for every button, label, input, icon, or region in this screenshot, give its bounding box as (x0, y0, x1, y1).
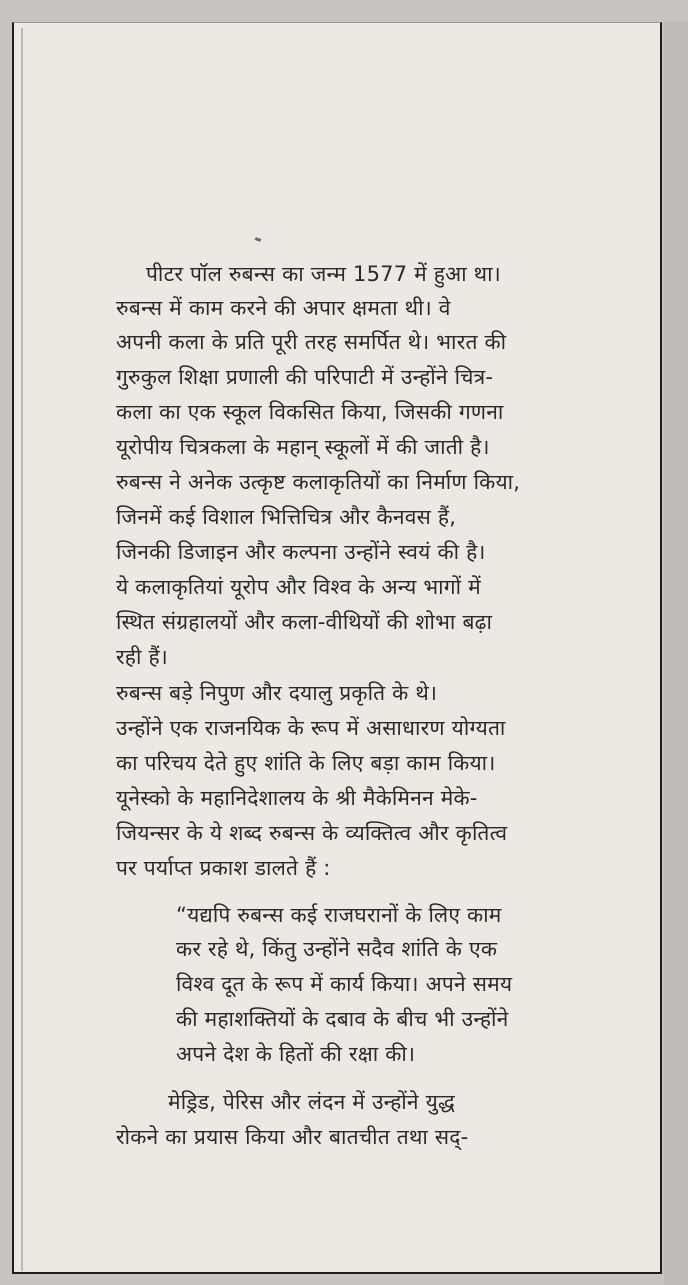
quote-line: की महाशक्तियों के दबाव के बीच भी उन्होंने (176, 1007, 509, 1031)
page-fold-line (21, 28, 23, 1271)
quote-line: अपने देश के हितों की रक्षा की। (176, 1042, 416, 1066)
text-line: जिनकी डिजाइन और कल्पना उन्होंने स्वयं की है। (116, 540, 486, 564)
quote-line: विश्व दूत के रूप में कार्य किया। अपने समय (176, 972, 513, 996)
text-line: जियन्सर के ये शब्द रुबन्स के व्यक्तित्व और कृतित्व (116, 821, 508, 845)
text-line: यूनेस्को के महानिदेशालय के श्री मैकेमिनन मेके- (116, 786, 478, 810)
quote-line: कर रहे थे, किंतु उन्होंने सदैव शांति के एक (176, 937, 498, 961)
text-line: कला का एक स्कूल विकसित किया, जिसकी गणना (116, 400, 504, 424)
text-line: रुबन्स ने अनेक उत्कृष्ट कलाकृतियों का निर्माण किया, (116, 470, 521, 494)
text-line: रुबन्स में काम करने की अपार क्षमता थी। वे (116, 296, 451, 320)
text-line: रही हैं। (116, 645, 168, 669)
scan-edge-shadow (664, 22, 688, 1285)
text-line: स्थित संग्रहालयों और कला-वीथियों की शोभा बढ़ा (116, 610, 493, 634)
text-line: मेड्रिड, पेरिस और लंदन में उन्होंने युद्ध (168, 1090, 456, 1114)
text-line: गुरुकुल शिक्षा प्रणाली की परिपाटी में उन्होंने चित्र- (116, 365, 494, 389)
text-line: अपनी कला के प्रति पूरी तरह समर्पित थे। भारत की (116, 330, 507, 354)
text-line: रोकने का प्रयास किया और बातचीत तथा सद्- (116, 1125, 469, 1149)
text-line: पर पर्याप्त प्रकाश डालते हैं : (116, 856, 331, 880)
text-line: का परिचय देते हुए शांति के लिए बड़ा काम किया। (116, 751, 496, 775)
text-line: उन्होंने एक राजनयिक के रूप में असाधारण योग्यता (116, 716, 506, 740)
text-line: जिनमें कई विशाल भित्तिचित्र और कैनवस हैं, (116, 505, 457, 529)
text-line: रुबन्स बड़े निपुण और दयालु प्रकृति के थे। (116, 681, 438, 705)
text-line: ये कलाकृतियां यूरोप और विश्व के अन्य भागों में (116, 575, 481, 599)
quote-line: “यद्यपि रुबन्स कई राजघरानों के लिए काम (176, 903, 502, 927)
text-line: पीटर पॉल रुबन्स का जन्म 1577 में हुआ था। (146, 262, 501, 286)
text-line: यूरोपीय चित्रकला के महान् स्कूलों में की जाती है। (116, 435, 490, 459)
